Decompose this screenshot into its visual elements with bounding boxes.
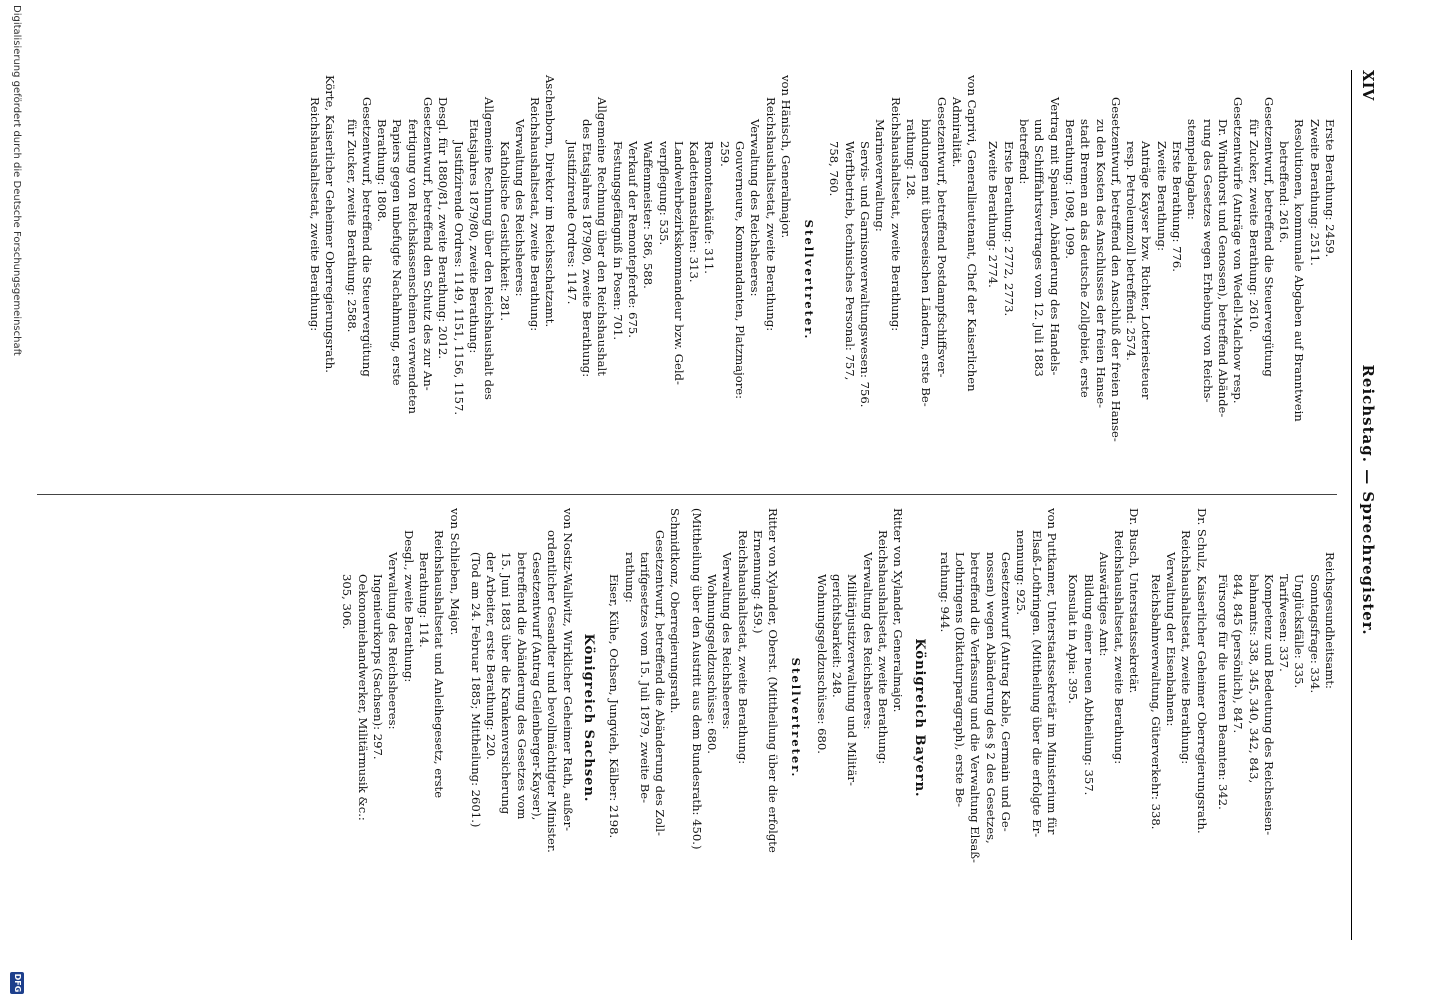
register-line: Berathung: 114. [416,552,431,648]
register-line: von Puttkamer, Unterstaatssekretär im Ministerium für [1044,508,1059,835]
register-line: Tarifwesen: 337. [1277,574,1292,672]
register-line: Erste Berathung: 2772, 2773. [1001,141,1016,317]
register-line: Kadettenanstalten: 313. [687,141,702,283]
register-line: von Nostiz-Wallwitz, Wirklicher Geheimer Rath, außer- [560,508,575,832]
register-line: gerichtsbarkeit: 248. [830,574,845,698]
register-line: Oekonomiehandwerker, Militärmusik &c.: [355,574,370,821]
register-line: Reichshaushaltsetat, zweite Berathung: [1112,530,1127,765]
register-line: Reichshaushaltsetat, zweite Berathung: [1179,530,1194,765]
dfg-logo-icon: DFG [10,972,24,994]
register-line: von Hänisch, Generalmajor. [778,75,793,239]
register-line: Ingenieurkorps (Sachsen): 297. [371,574,386,760]
register-line: Dr. Busch, Unterstaatssekretär. [1127,508,1142,694]
register-line: und Schifffahrtsvertrages vom 12. Juli 1883 [1032,119,1047,377]
register-line: Etatsjahres 1879/80, zweite Berathung: [466,119,481,354]
register-line: Dr. Schulz, Kaiserlicher Geheimer Oberregierungsrath. [1194,508,1209,834]
register-line: Körte, Kaiserlicher Geheimer Oberregierungsrath. [323,75,338,373]
register-line: Allgemeine Rechnung über den Reichshaushalt [595,97,610,376]
spacer [462,508,468,928]
register-line: Dr. Windthorst und Genossen), betreffend Abände- [1215,119,1230,418]
register-line: zu den Kosten des Anschlusses der freien Hanse- [1093,119,1108,409]
register-line: rathung: 944. [937,552,952,633]
register-line: tarifgesetzes vom 15. Juli 1879, zweite Be- [637,552,652,803]
register-line: Gesetzentwurf, betreffend die Steuervergütung [1261,97,1276,377]
register-line: Anträge Kayser bzw. Richter, Lotteriesteuer [1139,141,1154,400]
section-heading: Königreich Bayern. [911,638,927,798]
section-heading: Stellvertreter. [789,657,804,779]
register-line: rathung: [622,552,637,603]
register-line: (Mittheilung über den Austritt aus dem Bundesrath: 450.) [689,508,704,850]
register-line: Wohnungsgeldzuschüsse: 680. [814,574,829,754]
register-line: nennung: 925. [1014,530,1029,616]
register-line: Gesetzentwürfe (Anträge von Wedell-Malchow resp. [1231,97,1246,404]
register-line: Papiers gegen unbefugte Nachahmung, erste [390,119,405,386]
register-line: 305, 306. [340,574,355,630]
register-line: 758, 760. [827,141,842,197]
register-line: Fürsorge für die unteren Beamten: 342. [1215,574,1230,810]
register-line: von Caprivi, Generallieutenant, Chef der Kaiserlichen [965,75,980,392]
footer [4,0,24,1000]
register-line: Verwaltung des Reichsheeres: [386,552,401,730]
register-line: Gouverneure, Kommandanten, Platzmajore: [733,141,748,400]
register-line: Festungsgefängniß in Posen: 701. [610,141,625,341]
left-column [37,75,1337,485]
page-title: Reichstag. — Sprechregister. [1359,364,1377,636]
register-line: Allgemeine Rechnung über den Reichshaushalt des [482,97,497,400]
register-line: Ritter von Xylander, Generalmajor. [891,508,906,713]
register-line: von Schlieben, Major. [447,508,462,636]
register-line: Unglücksfälle: 335. [1292,574,1307,689]
register-line: verpflegung: 535. [656,141,671,246]
register-line: Gesetzentwurf (Antrag Geilenberger-Kayser), [530,552,545,821]
register-line: Erste Berathung: 2459. [1323,119,1337,258]
register-line: Auswärtiges Amt: [1096,552,1111,657]
register-line: Katholische Geistlichkeit: 281. [497,141,512,322]
register-line: Lothringens (Diktaturparagraph), erste Be- [953,552,968,808]
register-line: Reichshaushaltsetat, zweite Berathung: [528,97,543,332]
register-line: Desgl., zweite Berathung: [401,530,416,683]
register-line: Reichshaushaltsetat, zweite Berathung: [763,97,778,332]
register-line: fertigung von Reichskassenscheinen verwendeten [405,119,420,415]
register-line: Berathung: 1808. [375,119,390,223]
column-divider [37,494,1337,495]
register-line: Vertrag mit Spanien, Abänderung des Handels- [1047,97,1062,376]
register-line: Bildung einer neuen Abtheilung: 357. [1081,574,1096,796]
section-heading: Königreich Sachsen. [580,633,596,803]
spacer [1209,508,1215,928]
register-line: 844, 845 (persönlich), 847. [1231,574,1246,734]
footer-credit: Digitalisierung gefördert durch die Deutsche Forschungsgemeinschaft [11,5,22,356]
register-line: Reichsgesundheitsamt: [1323,552,1337,689]
register-line: betreffend die Verfassung und die Verwaltung Elsaß- [968,552,983,863]
register-line: Konsulat in Apia: 395. [1066,574,1081,704]
register-line: Admiralität. [949,97,964,168]
register-line: stempelabgaben: [1185,119,1200,220]
register-line: Gesetzentwurf, betreffend die Abänderung des Zoll- [653,530,668,836]
register-line: Reichsbahnverwaltung, Güterverkehr: 338. [1148,574,1163,830]
register-line: rung des Gesetzes wegen Erhebung von Reichs- [1200,119,1215,403]
register-line: Resolutionen, kommunale Abgaben auf Branntwein [1292,119,1307,422]
register-line: Reichshaushaltsetat, zweite Berathung: [875,530,890,765]
register-line: Reichshaushaltsetat, zweite Berathung: [888,97,903,332]
register-line: Verwaltung des Reichsheeres: [720,552,735,730]
spacer [1059,508,1065,928]
register-line: Erste Berathung: 776. [1170,141,1185,272]
register-line: Gesetzentwurf, betreffend Postdampfschiffsver- [934,97,949,378]
register-line: Gesetzentwurf, betreffend die Steuervergütung [359,97,374,377]
register-line: Zweite Berathung: 2511. [1307,119,1322,266]
register-line: Militärjustizverwaltung und Militär- [845,574,860,786]
register-line: Zweite Berathung: 2774. [986,141,1001,288]
register-line: des Etatsjahres 1879/80, zweite Berathung: [580,119,595,378]
register-line: Verwaltung des Reichsheeres: [860,552,875,730]
register-line: Kompetenz und Bedeutung des Reichseisen- [1261,574,1276,836]
register-line: 259. [717,141,732,167]
register-line: Reichshaushaltsetat und Anleihegesetz, erste [432,530,447,799]
register-line: der Arbeiter, erste Berathung: 220. [484,552,499,760]
page-number: XIV [1359,70,1377,101]
register-line: 15. Juni 1883 über die Krankenversicherung [499,552,514,815]
register-line: Ernennung: 459.) [750,530,765,634]
register-line: Justifizirende Ordres: 1147. [564,141,579,305]
header-rule [1351,70,1352,940]
register-line: (Tod am 24. Februar 1885; Mittheilung: 2601.) [468,552,483,828]
register-line: betreffend: [1017,119,1032,185]
register-line: Ritter von Xylander, Oberst. (Mittheilung über die erfolgte [766,508,781,853]
register-line: Marineverwaltung: [873,119,888,232]
register-line: rathung: 128. [903,119,918,200]
register-line: nossen) wegen Abänderung des § 2 des Gesetzes, [983,552,998,844]
register-line: Berathung: 1098, 1099. [1062,119,1077,259]
register-line: für Zucker, zweite Berathung: 2588. [344,119,359,333]
register-line: betreffend die Abänderung des Gesetzes vom [514,552,529,820]
register-line: Elsaß-Lothringen. (Mittheilung über die erfolgte Er- [1029,530,1044,838]
register-line: Servis- und Garnisonverwaltungswesen: 756. [858,141,873,408]
register-line: Gesetzentwurf, betreffend den Schutz des zur An- [421,97,436,391]
register-line: ordentlicher Gesandter und bevollmächtigter Minister. [545,530,560,853]
register-line: Verwaltung des Reichsheeres: [748,119,763,297]
register-line: Landwehrbezirkskommandeur bzw. Geld- [671,141,686,385]
right-column [37,508,1337,928]
register-line: bahnamts: 338, 345, 340, 342, 843, [1246,574,1261,784]
register-line: betreffend: 2616. [1277,141,1292,244]
section-heading: Stellvertreter. [802,219,817,341]
register-line: stadt Bremen an das deutsche Zollgebiet, erste [1078,119,1093,398]
register-line: Verkauf der Remontepferde: 675. [625,141,640,338]
register-line: Verwaltung der Eisenbahnen: [1164,552,1179,727]
register-line: Sonntagsfrage: 334. [1307,574,1322,694]
register-line: Gesetzentwurf, betreffend den Anschluß der freien Hanse- [1108,97,1123,442]
register-line: Eiser, Kühe, Ochsen, Jungvieh, Kälber: 2198. [607,574,622,839]
register-line: Gesetzentwurf (Antrag Kable, Germain und Ge- [999,552,1014,832]
register-line: Aschenborn, Direktor im Reichsschatzamt. [543,75,558,328]
register-line: bindungen mit überseeischen Ländern, erste Be- [919,119,934,407]
register-line: Schmidtkonz, Oberregierungsrath. [668,508,683,714]
register-line: Verwaltung des Reichsheeres: [512,119,527,297]
register-line: Desgl. für 1880/81, zweite Berathung: 2012. [436,97,451,360]
register-line: Justifizirende Ordres: 1149, 1151, 1156, 1157. [451,141,466,416]
register-line: Reichshaushaltsetat, zweite Berathung: [308,97,322,332]
register-line: Waffenmeister: 586, 588. [641,141,656,289]
register-line: Remonteankäufe: 311. [702,141,717,274]
register-line: Werftbetrieb, technisches Personal: 757, [842,141,857,381]
register-line: Zweite Berathung: [1154,141,1169,251]
register-line: resp. Petroleumzoll betreffend: 2574. [1124,141,1139,361]
register-line: für Zucker, zweite Berathung: 2610. [1246,119,1261,333]
register-line: Reichshaushaltsetat, zweite Berathung: [735,530,750,765]
register-line: Wohnungsgeldzuschüsse: 680. [705,574,720,754]
